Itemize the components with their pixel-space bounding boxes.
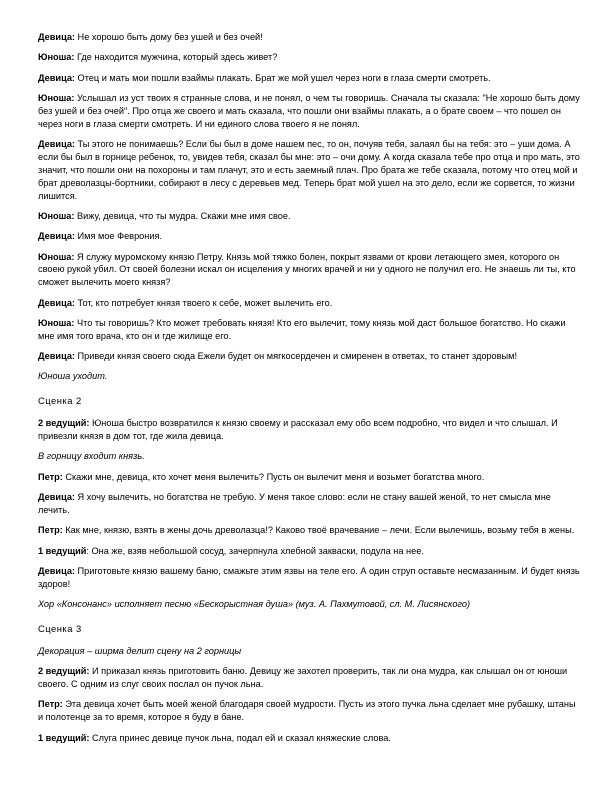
line-text: Эта девица хочет быть моей женой благодаря своей мудрости. Пусть из этого пучка льна сделает мне рубашку, штаны и полотенце за то время, которое я буду в бане. [38,699,576,723]
line-text: Приведи князя своего сюда Ежели будет он мягкосердечен и смиренен в ответах, то станет здоровым! [75,351,518,362]
dialogue-line [38,72,582,85]
speaker-name: Петр: [38,699,63,710]
line-text: Ты этого не понимаешь? Если бы был в доме нашем пес, то он, почуяв тебя, залаял бы на тебя: это – уши дома. А если бы был в горнице ребенок, то, увидев тебя, сказал бы мне: это – очи дому. А когда сказала тебе про отца и про мать, это значит, что пошли они на похороны и там плачут, это и есть заемный плач. Про брата же тебе сказала, потому что отец мой и брат древолазцы-бортники, собирают в лесу с деревьев мед. Теперь брат мой ушел на это дело, если же сорвется, то жизни лишится. [38,139,580,201]
speaker-name: Петр: [38,525,63,536]
line-text: Приготовьте князю вашему баню, смажьте этим язвы на теле его. А один струп оставьте несмазанным. И будет князь здоров! [38,565,580,589]
dialogue-line [38,251,582,290]
dialogue-line [38,417,582,443]
speaker-name: Юноша: [38,210,75,221]
speaker-name: 2 ведущий: [38,418,90,429]
line-text: Скажи мне, девица, кто хочет меня вылечить? Пусть он вылечит меня и возьмет богатства много. [62,471,485,482]
speaker-name: 1 ведущий: [38,732,90,743]
dialogue-line [38,51,582,64]
speaker-name: Юноша: [38,317,75,328]
dialogue-line [38,138,582,203]
line-text: И приказал князь приготовить баню. Девицу же захотел проверить, так ли она мудра, как слышал он от юноши своего. С одним из слуг своих послал он пучок льна. [38,666,568,690]
dialogue-line [38,491,582,517]
dialogue-line [38,471,582,484]
speaker-name: Девица: [38,72,75,83]
line-text: Отец и мать мои пошли взаймы плакать. Брат же мой ушел через ноги в глаза смерти смотреть. [75,72,491,83]
dialogue-line [38,698,582,724]
dialogue-line [38,210,582,223]
speaker-name: Девица: [38,297,75,308]
dialogue-line [38,545,582,558]
scene-heading: Сценка 3 [38,622,82,634]
stage-direction: В горницу входит князь. [38,451,145,462]
dialogue-line [38,665,582,691]
line-text: Я служу муромскому князю Петру. Князь мой тяжко болен, покрыт язвами от крови летающего змея, которого он своею рукой убил. От своей болезни искал он исцеления у многих врачей и ни у одного не получил его. Не знаешь ли ты, кто сможет вылечить моего князя? [38,251,576,288]
dialogue-line [38,732,582,745]
line-text: Имя мое Феврония. [75,231,163,242]
dialogue-line [38,350,582,363]
dialogue-line [38,317,582,343]
speaker-name: Девица: [38,351,75,362]
line-text: : Она же, взяв небольшой сосуд, зачерпнула хлебной закваски, подула на нее. [86,545,424,556]
line-text: Юноша быстро возвратился к князю своему и рассказал ему обо всем подробно, что видел и что слышал. И привезли князя в дом тот, где жила девица. [38,418,558,442]
speaker-name: 1 ведущий [38,545,87,556]
stage-direction: Юноша уходит. [38,371,108,382]
dialogue-line [38,297,582,310]
line-text: Услышал из уст твоих я странные слова, и не понял, о чем ты говоришь. Сначала ты сказала: "Не хорошо быть дому без ушей и без очей". Про отца же своего и мать сказала, что пошли они взаймы плакать, а о брате своем – что пошел он через ноги в глаза смерти смотреть. И ни единого слова твоего я не понял. [38,92,580,129]
speaker-name: Девица: [38,492,75,503]
line-text: Слуга принес девице пучок льна, подал ей и сказал княжеские слова. [89,732,391,743]
speaker-name: Петр: [38,471,63,482]
stage-direction: Хор «Консонанс» исполняет песню «Бескорыстная душа» (муз. А. Пахмутовой, сл. М. Лисянского) [38,599,471,610]
stage-direction: Декорация – ширма делит сцену на 2 горницы [38,645,242,656]
dialogue-line [38,524,582,537]
speaker-name: Девица: [38,565,75,576]
speaker-name: Юноша: [38,92,75,103]
line-text: Как мне, князю, взять в жены дочь древолазца!? Каково твоё врачевание – лечи. Если вылечишь, возьму тебя в жены. [62,525,575,536]
dialogue-line [38,230,582,243]
speaker-name: Девица: [38,32,75,42]
line-text: Что ты говоришь? Кто может требовать князя! Кто его вылечит, тому князь мой даст большое богатство. Но скажи мне имя того врача, кто он и где жилище его. [38,317,566,341]
scene-heading: Сценка 2 [38,395,82,407]
dialogue-line [38,92,582,131]
line-text: Тот, кто потребует князя твоего к себе, может вылечить его. [75,297,333,308]
line-text: Не хорошо быть дому без ушей и без очей! [75,32,263,42]
speaker-name: Девица: [38,231,75,242]
speaker-name: Юноша: [38,52,75,63]
dialogue-line [38,565,582,591]
dialogue-line [38,31,582,44]
speaker-name: Девица: [38,139,75,149]
speaker-name: 2 ведущий: [38,666,90,677]
line-text: Я хочу вылечить, но богатства не требую. У меня такое слово: если не стану вашей женой, то нет смысла мне лечить. [38,492,551,515]
line-text: Вижу, девица, что ты мудра. Скажи мне имя свое. [74,210,291,221]
speaker-name: Юноша: [38,251,75,262]
line-text: Где находится мужчина, который здесь живет? [74,52,278,63]
